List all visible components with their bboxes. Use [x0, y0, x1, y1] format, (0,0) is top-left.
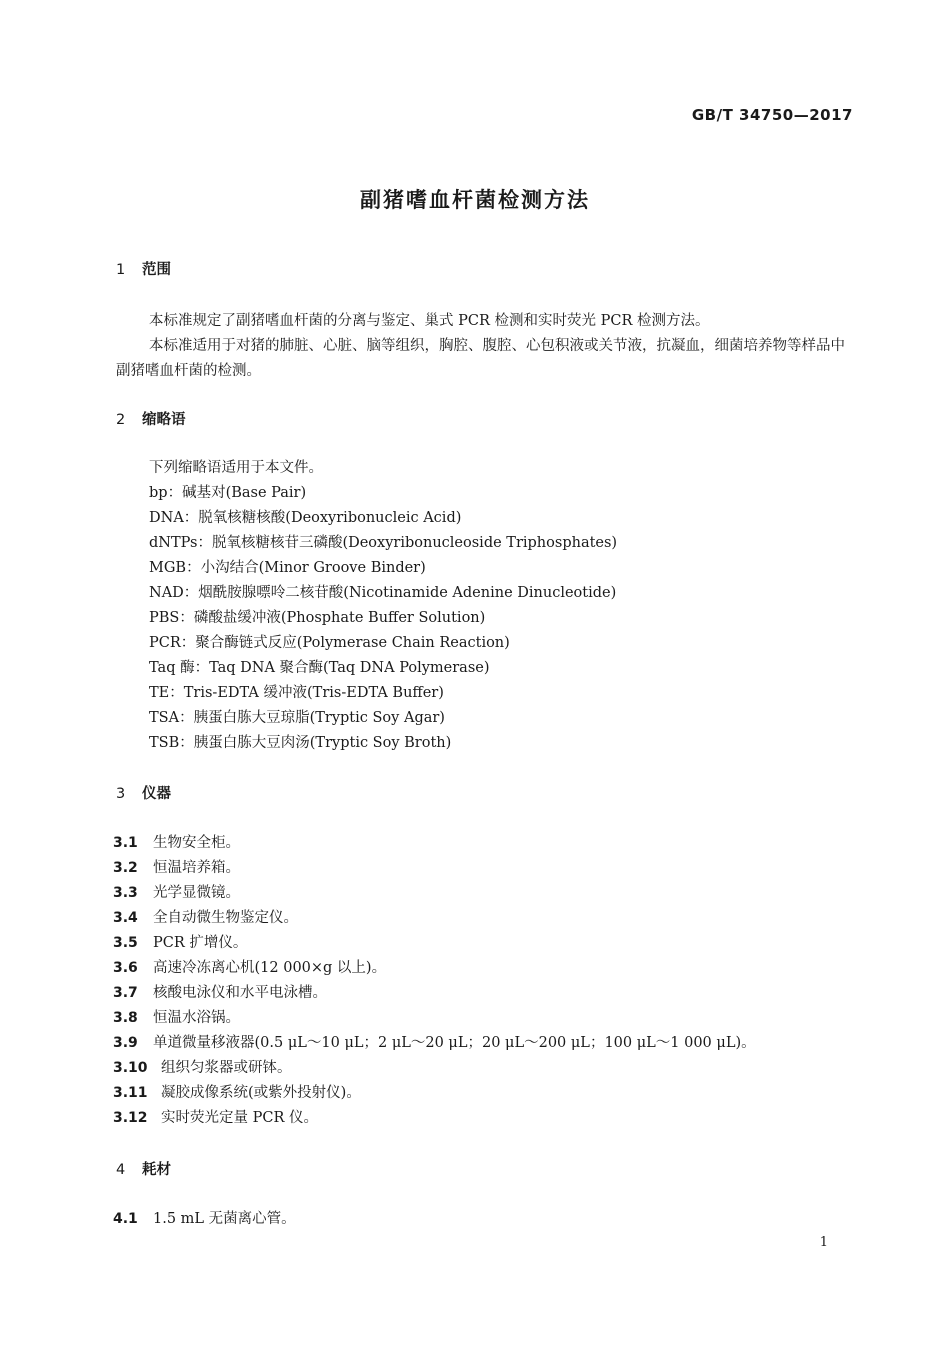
- item-number: 3.10: [113, 1060, 148, 1076]
- item-text: PCR 扩增仪。: [153, 935, 248, 951]
- abbreviation-item: MGB：小沟结合(Minor Groove Binder): [149, 560, 426, 576]
- abbreviation-item: PCR：聚合酶链式反应(Polymerase Chain Reaction): [149, 635, 510, 651]
- section-title: 耗材: [142, 1162, 171, 1178]
- section-heading-scope: [116, 258, 171, 279]
- item-number: 3.3: [113, 885, 138, 901]
- page-number: 1: [819, 1235, 828, 1250]
- document-title: 副猪嗜血杆菌检测方法: [360, 188, 590, 212]
- item-number: 3.5: [113, 935, 138, 951]
- instrument-item: [113, 1058, 292, 1078]
- section-heading-consumables: [116, 1158, 171, 1179]
- item-text: 组织匀浆器或研钵。: [161, 1060, 292, 1076]
- standard-code: GB/T 34750—2017: [691, 106, 853, 124]
- instrument-item: [113, 983, 327, 1003]
- item-number: 3.9: [113, 1035, 138, 1051]
- instrument-item: [113, 933, 247, 953]
- abbreviations-intro: 下列缩略语适用于本文件。: [149, 460, 323, 476]
- abbreviation-item: TSB：胰蛋白胨大豆肉汤(Tryptic Soy Broth): [149, 735, 452, 751]
- item-text: 核酸电泳仪和水平电泳槽。: [153, 985, 327, 1001]
- item-text: 1.5 mL 无菌离心管。: [153, 1211, 296, 1227]
- section-number: 4: [116, 1162, 126, 1178]
- instrument-item: [113, 1108, 318, 1128]
- item-text: 单道微量移液器(0.5 μL～10 μL；2 μL～20 μL；20 μL～200 μL；100 μL～1 000 μL)。: [153, 1035, 756, 1051]
- item-text: 实时荧光定量 PCR 仪。: [161, 1110, 318, 1126]
- item-number: 3.11: [113, 1085, 148, 1101]
- instrument-item: [113, 1008, 240, 1028]
- scope-paragraph: 本标准适用于对猪的肺脏、心脏、脑等组织，胸腔、腹腔、心包积液或关节液，抗凝血，细菌培养物等样品中副猪嗜血杆菌的检测。: [116, 338, 845, 379]
- abbreviation-item: Taq 酶：Taq DNA 聚合酶(Taq DNA Polymerase): [149, 660, 490, 676]
- section-title: 仪器: [142, 786, 171, 802]
- instrument-item: [113, 858, 240, 878]
- instrument-item: [113, 958, 386, 978]
- item-number: 3.6: [113, 960, 138, 976]
- abbreviation-item: DNA：脱氧核糖核酸(Deoxyribonucleic Acid): [149, 510, 462, 526]
- item-text: 凝胶成像系统(或紫外投射仪)。: [161, 1085, 361, 1101]
- section-heading-abbreviations: [116, 408, 186, 429]
- section-heading-instruments: [116, 782, 171, 803]
- abbreviation-item: bp：碱基对(Base Pair): [149, 485, 307, 501]
- section-number: 2: [116, 412, 126, 428]
- section-title: 范围: [142, 262, 171, 278]
- item-number: 3.1: [113, 835, 138, 851]
- abbreviation-item: TE：Tris-EDTA 缓冲液(Tris-EDTA Buffer): [149, 685, 444, 701]
- instrument-item: [113, 1083, 361, 1103]
- section-number: 3: [116, 786, 126, 802]
- section-number: 1: [116, 262, 126, 278]
- item-text: 光学显微镜。: [153, 885, 240, 901]
- abbreviation-item: TSA：胰蛋白胨大豆琼脂(Tryptic Soy Agar): [149, 710, 445, 726]
- item-number: 3.7: [113, 985, 138, 1001]
- item-text: 生物安全柜。: [153, 835, 240, 851]
- item-text: 恒温培养箱。: [153, 860, 240, 876]
- abbreviation-item: dNTPs：脱氧核糖核苷三磷酸(Deoxyribonucleoside Triphosphates): [149, 535, 618, 551]
- consumable-item: [113, 1209, 296, 1229]
- item-text: 高速冷冻离心机(12 000×g 以上)。: [153, 960, 387, 976]
- instrument-item: [113, 908, 298, 928]
- item-number: 4.1: [113, 1211, 138, 1227]
- item-text: 全自动微生物鉴定仪。: [153, 910, 298, 926]
- section-title: 缩略语: [142, 412, 186, 428]
- scope-paragraph: 本标准规定了副猪嗜血杆菌的分离与鉴定、巢式 PCR 检测和实时荧光 PCR 检测方法。: [149, 313, 710, 329]
- item-number: 3.12: [113, 1110, 148, 1126]
- instrument-item: [113, 833, 240, 853]
- abbreviation-item: NAD：烟酰胺腺嘌呤二核苷酸(Nicotinamide Adenine Dinucleotide): [149, 585, 617, 601]
- item-number: 3.2: [113, 860, 138, 876]
- instrument-item: [113, 1033, 756, 1053]
- item-number: 3.4: [113, 910, 138, 926]
- abbreviation-item: PBS：磷酸盐缓冲液(Phosphate Buffer Solution): [149, 610, 486, 626]
- instrument-item: [113, 883, 240, 903]
- item-number: 3.8: [113, 1010, 138, 1026]
- item-text: 恒温水浴锅。: [153, 1010, 240, 1026]
